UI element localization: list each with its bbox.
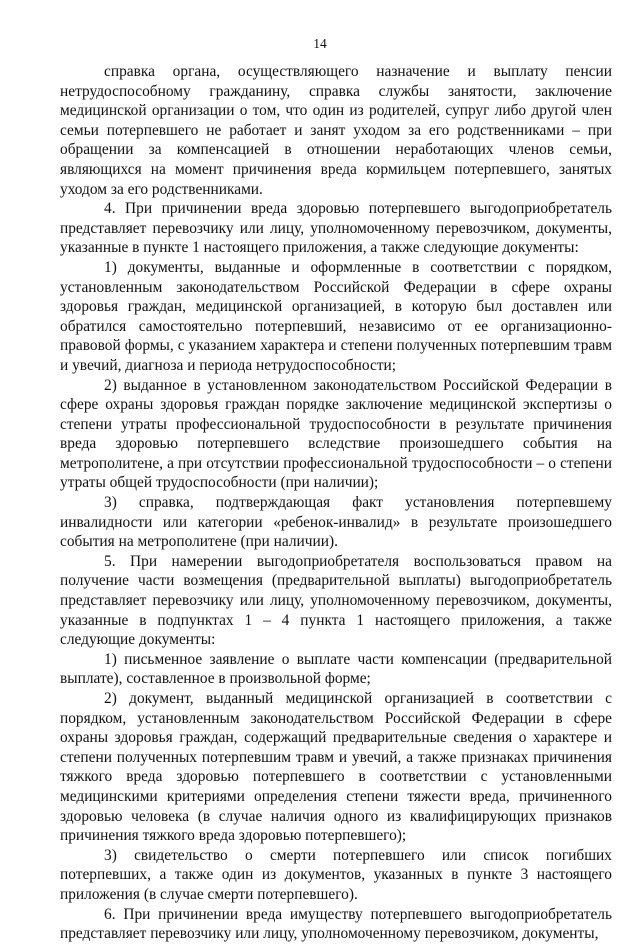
paragraph-subitem-4-2: 2) выданное в установленном законодательством Российской Федерации в сфере охраны здоровья граждан порядке заключение медицинской экспертизы о степени утраты профессиональной трудоспособности в результате причинения вреда здоровью потерпевшего вследствие произошедшего события на метрополитене, а при отсутствии профессиональной трудоспособности – о степени утраты общей трудоспособности (при наличии); xyxy=(60,376,612,492)
page-number: 14 xyxy=(313,36,327,51)
document-body xyxy=(60,62,612,944)
paragraph-subitem-4-3: 3) справка, подтверждающая факт установления потерпевшему инвалидности или категории «ребенок-инвалид» в результате произошедшего события на метрополитене (при наличии). xyxy=(60,494,612,551)
paragraph-item-4: 4. При причинении вреда здоровью потерпевшего выгодоприобретатель представляет перевозчику или лицу, уполномоченному перевозчиком, документы, указанные в пункте 1 настоящего приложения, а также следующие документы: xyxy=(60,200,612,257)
paragraph-subitem-5-2: 2) документ, выданный медицинской организацией в соответствии с порядком, установленным законодательством Российской Федерации в сфере охраны здоровья граждан, содержащий предварительные сведения о характере и степени полученных потерпевшим травм и увечий, а также признаках причинения тяжкого вреда здоровью потерпевшего в соответствии с установленными медицинскими критериями определения степени тяжести вреда, причиненного здоровью человека (в случае наличия одного из квалифицирующих признаков причинения тяжкого вреда здоровью потерпевшего); xyxy=(60,690,612,845)
paragraph-item-5: 5. При намерении выгодоприобретателя воспользоваться правом на получение части возмещения (предварительной выплаты) выгодоприобретатель представляет перевозчику или лицу, уполномоченному перевозчиком, документы, указанные в подпунктах 1 – 4 пункта 1 настоящего приложения, а также следующие документы: xyxy=(60,552,612,649)
paragraph-continuation: справка органа, осуществляющего назначение и выплату пенсии нетрудоспособному гражданину, справка службы занятости, заключение медицинской организации о том, что один из родителей, супруг либо другой член семьи потерпевшего не работает и занят уходом за его родственниками – при обращении за компенсацией в отношении неработающих членов семьи, являющихся на момент причинения вреда кормильцем потерпевшего, занятых уходом за его родственниками. xyxy=(60,63,612,198)
paragraph-subitem-4-1: 1) документы, выданные и оформленные в соответствии с порядком, установленным законодательством Российской Федерации в сфере охраны здоровья граждан, медицинской организацией, в которую был доставлен или обратился самостоятельно потерпевший, независимо от ее организационно-правовой формы, с указанием характера и степени полученных потерпевшим травм и увечий, диагноза и периода нетрудоспособности; xyxy=(60,258,612,374)
paragraph-item-6: 6. При причинении вреда имуществу потерпевшего выгодоприобретатель представляет перевозчику или лицу, уполномоченному перевозчиком, документы, xyxy=(60,905,612,943)
paragraph-subitem-5-3: 3) свидетельство о смерти потерпевшего или список погибших потерпевших, а также один из документов, указанных в пункте 3 настоящего приложения (в случае смерти потерпевшего). xyxy=(60,846,612,903)
paragraph-subitem-5-1: 1) письменное заявление о выплате части компенсации (предварительной выплате), составленное в произвольной форме; xyxy=(60,650,612,688)
